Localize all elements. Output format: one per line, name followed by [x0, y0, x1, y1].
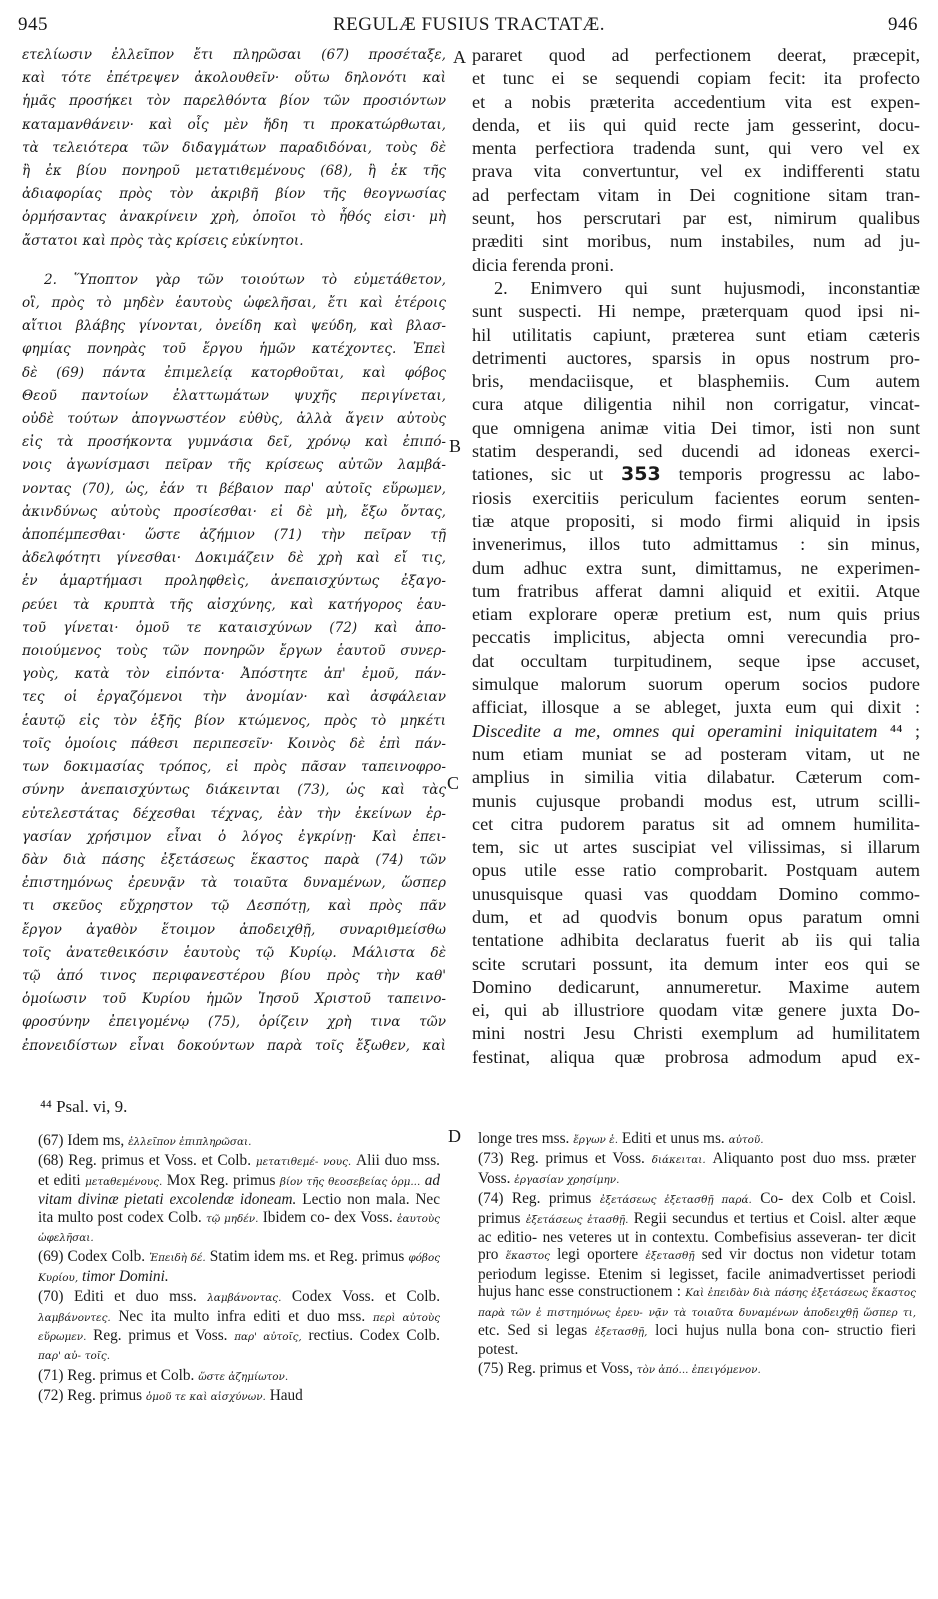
greek-line: οἳ, πρὸς τὸ μηδὲν ἑαυτοὺς ὠφελῆσαι, ἔτι καὶ ἑτέροις — [22, 295, 446, 312]
margin-letter-b: B — [449, 436, 462, 456]
latin-line: invenerimus, illos tuto admittamus : sin minus, — [472, 534, 920, 555]
greek-line: γασίαν χρήσιμον εἶναι ὁ λόγος ἐγκρίνῃ· Καὶ ἐπει- — [22, 828, 446, 845]
margin-letter-a: A — [453, 47, 466, 67]
latin-line: denda, et iis qui quid recte jam gesserint, docu- — [472, 114, 920, 135]
greek-line: καταμανθάνειν· καὶ οἷς μὲν ἤδη τι προκατώρθωται, — [22, 116, 446, 133]
greek-line: φροσύνην ἐπειγομένῳ (75), ὁρίζειν χρὴ τινα τῶν — [22, 1014, 446, 1031]
greek-line: δὰν διὰ πάσης ἐξετάσεως ἕκαστος παρὰ (74) τῶν — [22, 851, 446, 868]
footnote-73: (73) Reg. primus et Voss. διάκειται. Aliquanto post duo mss. præter Voss. ἐργασίαν χρησίμην. — [478, 1150, 917, 1187]
footnote-72-continued: longe tres mss. ἔργων ἑ. Editi et unus ms. αὐτοῦ. — [478, 1130, 764, 1147]
footnote-72: (72) Reg. primus ὁμοῦ τε καὶ αἰσχύνων. Haud — [38, 1387, 303, 1405]
latin-line: peccatis implicitus, abjecta omni verecundia pro- — [472, 627, 920, 648]
latin-line: simulque malorum suorum operum socios pudore — [472, 674, 920, 695]
greek-line: ὁρμήσαντας ἀνακρίνειν χρὴ, ὁποῖοι τὸ ἦθός εἰσι· μὴ — [22, 209, 446, 226]
latin-line: riosis exercitiis periculum facientes eorum senten- — [472, 487, 920, 508]
footnote-68: (68) Reg. primus et Voss. et Colb. μετατιθεμέ- νους. Alii duo mss. et editi μεταθεμένους. Mox Reg. primus βίον τῆς θεοσεβείας ὁρμ... ad vitam divinæ pietati excolendæ idoneam. Lectio non mala. Nec ita multo post codex Colb. τῷ μηδέν. Ibidem co- dex Voss. ἑαυτοὺς ὠφελῆσαι. — [38, 1152, 441, 1245]
footnote-67: (67) Idem ms, ἐλλεῖπον ἐπιπληρῶσαι. — [38, 1132, 252, 1149]
greek-line: εἰς τὰ προσήκοντα γυμνάσια δεῖ, χρόνῳ καὶ ἐπιπό- — [22, 434, 446, 451]
latin-line: dat occultam turpitudinem, seque ipse accuset, — [472, 650, 920, 671]
latin-line-end: temporis progressu ac labo- — [678, 464, 920, 485]
greek-line: τοῖς ἀνατεθεικόσιν ἑαυτοὺς τῷ Κυρίῳ. Μάλιστα δὲ — [22, 944, 446, 961]
greek-line: τοῦ γίνεται· ὁμοῦ τε καταισχύνων (72) καὶ ἀπο- — [22, 619, 446, 636]
greek-line: ἐν ἁμαρτήμασι προληφθεὶς, ἀνεπαισχύντως ἐξαγο- — [22, 573, 446, 590]
latin-line: et a nobis præterita accedentium vita est expen- — [472, 91, 920, 112]
latin-line: festinat, aliqua quæ probrosa admodum apud ex- — [472, 1046, 920, 1067]
latin-line: et tunc ei se sequendi copiam fecit: ita profecto — [472, 68, 920, 89]
greek-line: ἐπονειδίστων εἶναι δοκούντων παρὰ τοῖς ἔξωθεν, καὶ — [22, 1037, 446, 1054]
greek-line: τι σκεῦος εὔχρηστον τῷ Δεσπότῃ, καὶ πρὸς πᾶν — [22, 898, 446, 915]
latin-line: mini nostri Jesu Christi exemplum ad humilitatem — [472, 1023, 920, 1044]
footnote-75: (75) Reg. primus et Voss, τὸν ἀπό... ἐπειγόμενον. — [478, 1359, 761, 1377]
latin-text-column — [472, 44, 920, 1069]
greek-line: σύνην ἀνεπαισχύντως διάκεινται (73), ὡς καὶ τὰς — [22, 782, 446, 799]
greek-line: ποιούμενος τοὺς τῶν πονηρῶν ἔργων ἑαυτοῦ συνερ- — [22, 643, 446, 660]
footnote-69: (69) Codex Colb. Ἐπειδὴ δέ. Statim idem ms. et Reg. primus φόβος Κυρίου, timor Domini. — [38, 1248, 441, 1285]
greek-line: εὐτελεστάτας δέχεσθαι τέχνας, ἐὰν τὴν ἐκείνων ἐρ- — [22, 805, 446, 822]
latin-line: hil utilitatis capiunt, præterea sunt etiam cæteris — [472, 324, 920, 345]
latin-line: statim desperandi, sed ducendi ad idoneas exerci- — [472, 441, 920, 462]
latin-line-start: tationes, sic ut — [472, 464, 604, 485]
latin-line: sunt suspecti. Hi nempe, præterquam quod ipsi ni- — [472, 301, 920, 322]
latin-line: amplius in similia vitia dilabatur. Cæterum com- — [472, 767, 920, 788]
greek-line: των δοκιμασίας τρόπος, εἰ πρὸς πᾶσαν ταπεινοφρο- — [22, 759, 446, 776]
greek-line: ἄστατοι καὶ πρὸς τὰς κρίσεις εὐκίνητοι. — [22, 232, 304, 249]
latin-line: tiæ atque propositi, si modo firmi aliquid in ipsis — [472, 510, 920, 531]
greek-line: φημίας πονηρὰς τοῦ ἔργου ἡμῶν κατέχοντες. Ἐπεὶ — [22, 341, 446, 358]
greek-line: 2. Ὕποπτον γὰρ τῶν τοιούτων τὸ εὐμετάθετον, — [44, 271, 446, 288]
greek-line: οὐδὲ τούτων ἀπογνωστέον εὐθὺς, ἀλλὰ ἄγειν αὐτοὺς — [22, 411, 446, 428]
latin-line: scite scrutari possunt, ita demum inter eos qui se — [472, 953, 920, 974]
running-title: REGULÆ FUSIUS TRACTATÆ. — [333, 14, 605, 35]
latin-line: bris, mendaciisque, et blasphemiis. Cum autem — [472, 371, 920, 392]
latin-line: dum, et ad quodvis bonum opus paratum omni — [472, 906, 920, 927]
latin-line: munis cujusque probandi modus est, utrum scilli- — [472, 790, 920, 811]
greek-line: αἴτιοι βλάβης γίνονται, ὀνείδη καὶ ψεύδη, καὶ βλασ- — [22, 318, 446, 335]
greek-line: ἐπιστημόνως ἐρευνᾷν τὰ τοιαῦτα δυναμένων, ὥσπερ — [22, 875, 446, 892]
greek-line: νοντας (70), ὡς, ἐάν τι βέβαιον παρ' αὐτοῖς εὕρωμεν, — [22, 480, 446, 497]
page-number-inline: 353 — [621, 463, 661, 486]
latin-line: cet citra pudorem paratus sit ad omnem humilita- — [472, 813, 920, 834]
footnotes-right — [478, 1130, 916, 1379]
latin-line: que omnigena animæ vitia Dei timor, isti non sunt — [472, 417, 920, 438]
greek-line: ἡμᾶς προσήκει τὸν παρελθόντα βίον τῶν προσιόντων — [22, 93, 446, 110]
left-page-number: 945 — [18, 14, 48, 35]
greek-line: τες οἱ ἐργαζόμενοι τὴν ἀνομίαν· καὶ ἀσφάλειαν — [22, 689, 446, 706]
greek-line: ρεύει τὰ κρυπτὰ τῆς αἰσχύνης, καὶ κατήγορος ἑαυ- — [22, 596, 446, 613]
greek-line: Θεοῦ παντοίων ἐλαττωμάτων ψυχῆς περιγίνεται, — [22, 387, 446, 404]
latin-line: afficiat, illosque a se ableget, juxta eum qui dixit : — [472, 697, 920, 718]
greek-line: ἀδιαφορίας πρὸς τὸν ἀκριβῆ βίον τῆς θεογνωσίας — [22, 186, 446, 203]
latin-line: etiam explorare operæ pretium est, num quis prius — [472, 604, 920, 625]
greek-line: τῷ ἀπό τινος περιφανεστέρου βίου πρὸς τὴν καθ' — [22, 967, 446, 984]
greek-line: ετελίωσιν ἐλλεῖπον ἔτι πληρῶσαι (67) προσέταξε, — [22, 47, 446, 63]
latin-line: dum adhuc extra sunt, dimittamus, ne experimen- — [472, 557, 920, 578]
greek-line: δὲ (69) πάντα ἐπιμελείᾳ κατορθοῦται, καὶ φόβος — [22, 364, 446, 381]
greek-line: ὁμοίωσιν τοῦ Κυρίου ἡμῶν Ἰησοῦ Χριστοῦ ταπεινο- — [22, 991, 446, 1008]
greek-line: ἑαυτῷ εἰς τὸν ἑξῆς βίον κτώμενος, πρὸς τὸ μηκέτι — [22, 712, 446, 729]
footnote-70: (70) Editi et duo mss. λαμβάνοντας. Codex Voss. et Colb. λαμβάνοντες. Nec ita multo infra editi et duo mss. περὶ αὐτοὺς εὕρωμεν. Reg. primus et Voss. παρ' αὐτοῖς, rectius. Codex Colb. παρ' αὐ- τοῖς. — [38, 1288, 441, 1363]
latin-line: cura atque diligentia nihil non corrigatur, vincat- — [472, 394, 920, 415]
scripture-footnote: ⁴⁴ Psal. vi, 9. — [40, 1097, 128, 1116]
greek-line: τὰ τελειότερα τῶν διδαγμάτων παραδιδόναι, τοὺς δὲ — [22, 139, 446, 156]
greek-line: ἀποπέμπεσθαι· ὥστε ἀζήμιον (71) τὴν πεῖραν τῇ — [22, 527, 446, 544]
scripture-marker: ⁴⁴ ; — [889, 720, 920, 741]
greek-line: ἀδελφότητι γίνεσθαι· Δοκιμάζειν δὲ χρὴ καὶ εἴ τις, — [22, 550, 446, 567]
margin-letter-d: D — [448, 1126, 461, 1146]
latin-line: Domino dedicarunt, annumeretur. Maxime autem — [472, 976, 920, 997]
scripture-quote: Discedite a me, omnes qui operamini iniquitatem — [472, 720, 878, 741]
greek-line: καὶ τότε ἐπέτρεψεν ἀκολουθεῖν· οὕτω δηλονότι καὶ — [22, 70, 446, 87]
latin-line: præditi sint moribus, num instabiles, num ad ju- — [472, 231, 920, 252]
latin-line: prava vita convertuntur, vel ex indifferenti statu — [472, 161, 920, 182]
latin-line: ei, qui ab illustriore quodam vitæ genere juxta Do- — [472, 1000, 920, 1021]
greek-line: ἔργον ἀγαθὸν ἕτοιμον ἀποδειχθῇ, συναριθμείσθω — [22, 921, 446, 938]
right-page-number: 946 — [888, 14, 918, 35]
margin-letter-c: C — [447, 773, 460, 793]
latin-line: tum fratribus afferat damni aliquid et exitii. Atque — [472, 580, 920, 601]
latin-line — [472, 463, 920, 486]
greek-line: ἀκινδύνως αὐτοὺς προσίεσθαι· εἰ δὲ μὴ, ἔξω ὄντας, — [22, 503, 446, 520]
latin-line: pararet quod ad perfectionem deerat, præcepit, — [472, 45, 920, 65]
latin-line: tentatione adhibita declaratus fuerit ab iis qui talia — [472, 930, 920, 951]
latin-line: tem, sic ut artes suscipiat vel vilissimas, si illarum — [472, 837, 920, 858]
greek-line: νοις ἀγωνίσμασι πεῖραν τῆς κρίσεως αὐτῶν λαμβά- — [22, 457, 446, 474]
footnote-71: (71) Reg. primus et Colb. ὥστε ἀζημίωτον. — [38, 1366, 289, 1384]
footnotes-left — [38, 1132, 440, 1407]
latin-line: unusquisque quasi vas quoddam Domino commo- — [472, 883, 920, 904]
latin-line: dicia ferenda proni. — [472, 254, 614, 275]
latin-line — [472, 720, 920, 743]
footnote-74: (74) Reg. primus ἐξετάσεως ἐξετασθῇ παρά. Co- dex Colb et Coisl. primus ἐξετάσεως ἐτασθῇ. Regii secundus et tertius et Coisl. alter æque ac editio- nes veteres ut in contextu. Combefisius asseveran- ter dicit pro ἕκαστος legi oportere ἐξετασθῇ sed vir doctus non videtur totam periodum legisse. Etenim si legisset, facile animadvertisset periodi hujus hanc esse constructionem : Καὶ ἐπειδὰν διὰ πάσης ἐξετάσεως ἕκαστος παρὰ τῶν ἐ πιστημόνως ἐρευ- νᾷν τὰ τοιαῦτα δυναμένων ἀποδειχθῇ ὥσπερ τι, etc. Sed si legas ἐξετασθῇ, loci hujus nulla bona con- structio fieri potest. — [478, 1190, 917, 1359]
latin-line: menta perfectiora tradenda sunt, qui vero vel ex — [472, 138, 920, 159]
latin-line: num etiam muniat se ad posteram vitam, ut ne — [472, 743, 920, 764]
greek-text-column — [22, 44, 446, 1058]
greek-line: τοῖς ὁμοίοις πάθεσι περιπεσεῖν· Κοινὸς δὲ ἐπὶ πάν- — [22, 735, 446, 752]
latin-line: 2. Enimvero qui sunt hujusmodi, inconstantiæ — [494, 277, 920, 298]
greek-line: γοὺς, κατὰ τὸν εἰπόντα· Ἀπόστητε ἀπ' ἐμοῦ, πάν- — [22, 666, 446, 683]
latin-line: opus utile esse ratio comprobarit. Postquam autem — [472, 860, 920, 881]
latin-line: ad perfectam vitam in Dei cognitione sitam tran- — [472, 184, 920, 205]
greek-line: ἢ ἐκ βίου πονηροῦ μετατιθεμένους (68), ἢ ἐκ τῆς — [22, 163, 446, 180]
latin-line: detrimenti auctores, sparsis in opus nostrum pro- — [472, 347, 920, 368]
latin-line: seunt, hos perscrutari par est, nimirum qualibus — [472, 208, 920, 229]
